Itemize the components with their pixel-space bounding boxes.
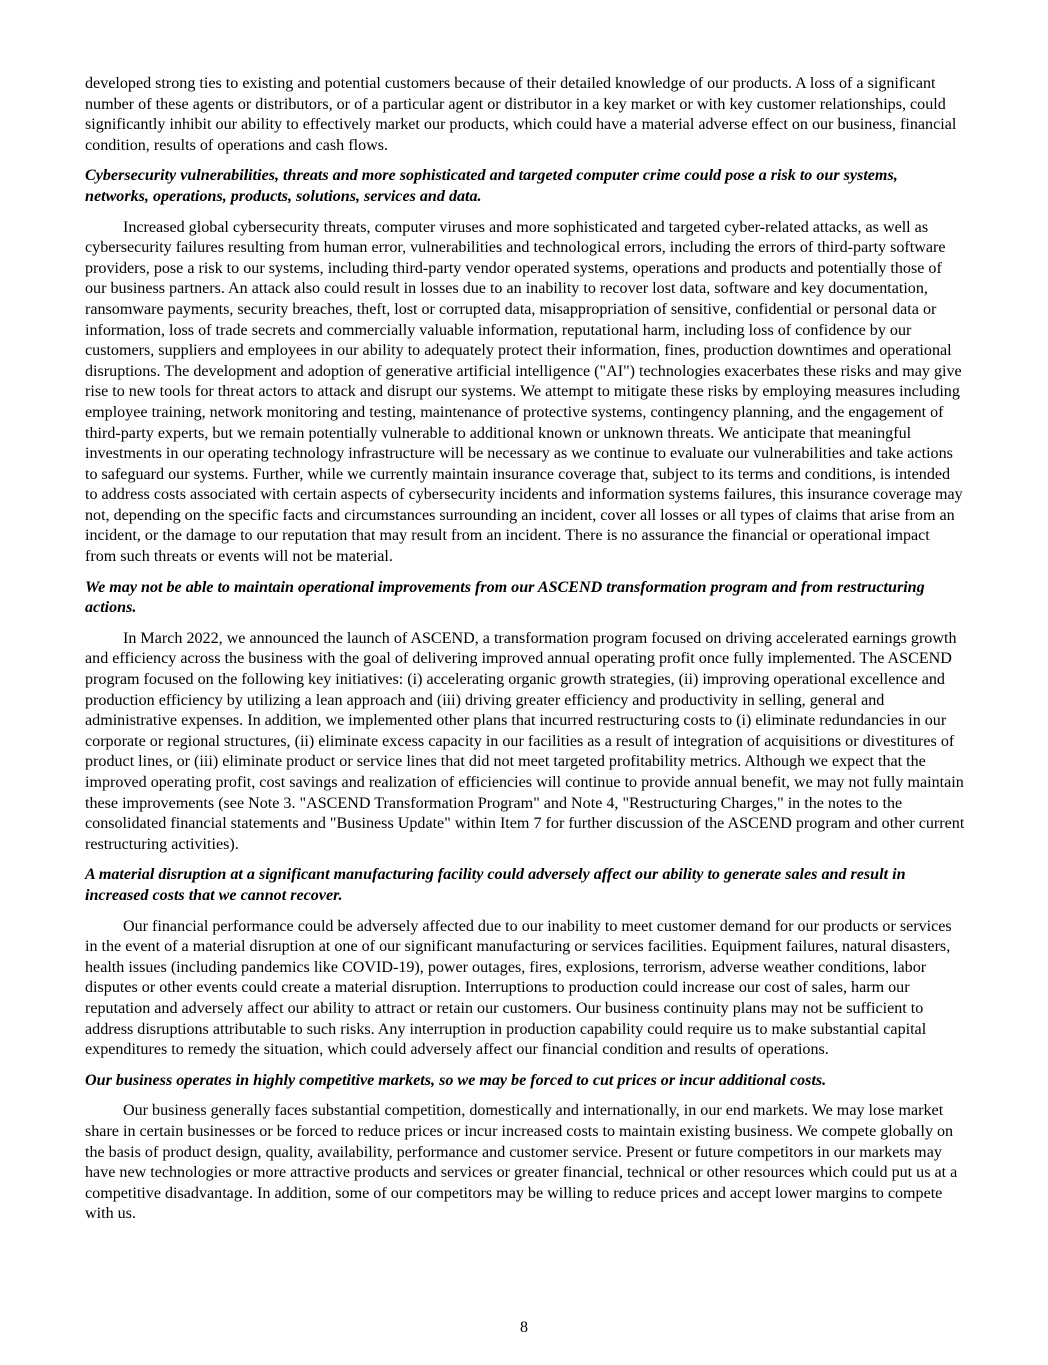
paragraph-competition: Our business generally faces substantial competition, domestically and internationally, in our end markets. We may lose market share in certain businesses or be forced to reduce prices or incur increased costs to maintain existing business. We compete globally on the basis of product design, quality, availability, performance and customer service. Present or future competitors in our markets may have new technologies or more attractive products and services or greater financial, technical or other resources which could put us at a competitive disadvantage. In addition, some of our competitors may be willing to reduce prices and accept lower margins to compete with us. (85, 1102, 958, 1223)
document-body (85, 74, 965, 1235)
paragraph-distributors-continued: developed strong ties to existing and potential customers because of their detailed knowledge of our products. A loss of a significant number of these agents or distributors, or of a particular agent or distributor in a key market or with key customer relationships, could significantly inhibit our ability to effectively market our products, which could have a material adverse effect on our business, financial condition, results of operations and cash flows. (85, 75, 957, 154)
heading-ascend: We may not be able to maintain operational improvements from our ASCEND transformation program and from restructuring actions. (85, 578, 925, 617)
paragraph-manufacturing-disruption: Our financial performance could be adversely affected due to our inability to meet customer demand for our products or services in the event of a material disruption at one of our significant manufacturing or services facilities. Equipment failures, natural disasters, health issues (including pandemics like COVID-19), power outages, fires, explosions, terrorism, adverse weather conditions, labor disputes or other events could create a material disruption. Interruptions to production could increase our cost of sales, harm our reputation and adversely affect our ability to attract or retain our customers. Our business continuity plans may not be sufficient to address disruptions attributable to such risks. Any interruption in production capability could require us to make substantial capital expenditures to remedy the situation, which could adversely affect our financial condition and results of operations. (85, 917, 952, 1059)
heading-competition: Our business operates in highly competitive markets, so we may be forced to cut prices or incur additional costs. (85, 1071, 827, 1089)
paragraph-ascend: In March 2022, we announced the launch of ASCEND, a transformation program focused on driving accelerated earnings growth and efficiency across the business with the goal of delivering improved annual operating profit once fully implemented. The ASCEND program focused on the following key initiatives: (i) accelerating organic growth strategies, (ii) improving operational excellence and production efficiency by utilizing a lean approach and (iii) driving greater efficiency and productivity in selling, general and administrative expenses. In addition, we implemented other plans that incurred restructuring costs to (i) eliminate redundancies in our corporate or regional structures, (ii) eliminate excess capacity in our facilities as a result of integration of acquisitions or divestitures of product lines, or (iii) eliminate product or service lines that did not meet targeted profitability metrics. Although we expect that the improved operating profit, cost savings and realization of efficiencies will continue to provide annual benefit, we may not fully maintain these improvements (see Note 3. "ASCEND Transformation Program" and Note 4, "Restructuring Charges," in the notes to the consolidated financial statements and "Business Update" within Item 7 for further discussion of the ASCEND program and other current restructuring activities). (85, 629, 965, 853)
heading-cybersecurity: Cybersecurity vulnerabilities, threats and more sophisticated and targeted computer crime could pose a risk to our systems, networks, operations, products, solutions, services and data. (85, 167, 898, 205)
paragraph-cybersecurity: Increased global cybersecurity threats, computer viruses and more sophisticated and targeted cyber-related attacks, as well as cybersecurity failures resulting from human error, vulnerabilities and technological errors, including the errors of third-party software providers, pose a risk to our systems, including third-party vendor operated systems, operations and products and potentially those of our business partners. An attack also could result in losses due to an inability to recover lost data, software and key documentation, ransomware payments, security breaches, theft, lost or corrupted data, misappropriation of sensitive, confidential or personal data or information, loss of trade secrets and commercially valuable information, reputational harm, including loss of confidence by our customers, suppliers and employees in our ability to adequately protect their information, fines, production downtimes and operational disruptions. The development and adoption of generative artificial intelligence ("AI") technologies exacerbates these risks and may give rise to new tools for threat actors to attack and disrupt our systems. We attempt to mitigate these risks by employing measures including employee training, network monitoring and testing, maintenance of protective systems, contingency planning, and the engagement of third-party experts, but we remain potentially vulnerable to additional known or unknown threats. We anticipate that meaningful investments in our operating technology infrastructure will be necessary as we continue to evaluate our vulnerabilities and take actions to safeguard our systems. Further, while we currently maintain insurance coverage that, subject to its terms and conditions, is intended to address costs associated with certain aspects of cybersecurity incidents and information systems failures, this insurance coverage may not, depending on the specific facts and circumstances surrounding an incident, cover all losses or all types of claims that arise from an incident, or the damage to our reputation that may result from an incident. There is no assurance the financial or operational impact from such threats or events will not be material. (85, 218, 963, 566)
page-number: 8 (520, 1319, 528, 1336)
heading-manufacturing-disruption: A material disruption at a significant manufacturing facility could adversely affect our ability to generate sales and result in increased costs that we cannot recover. (85, 866, 906, 904)
